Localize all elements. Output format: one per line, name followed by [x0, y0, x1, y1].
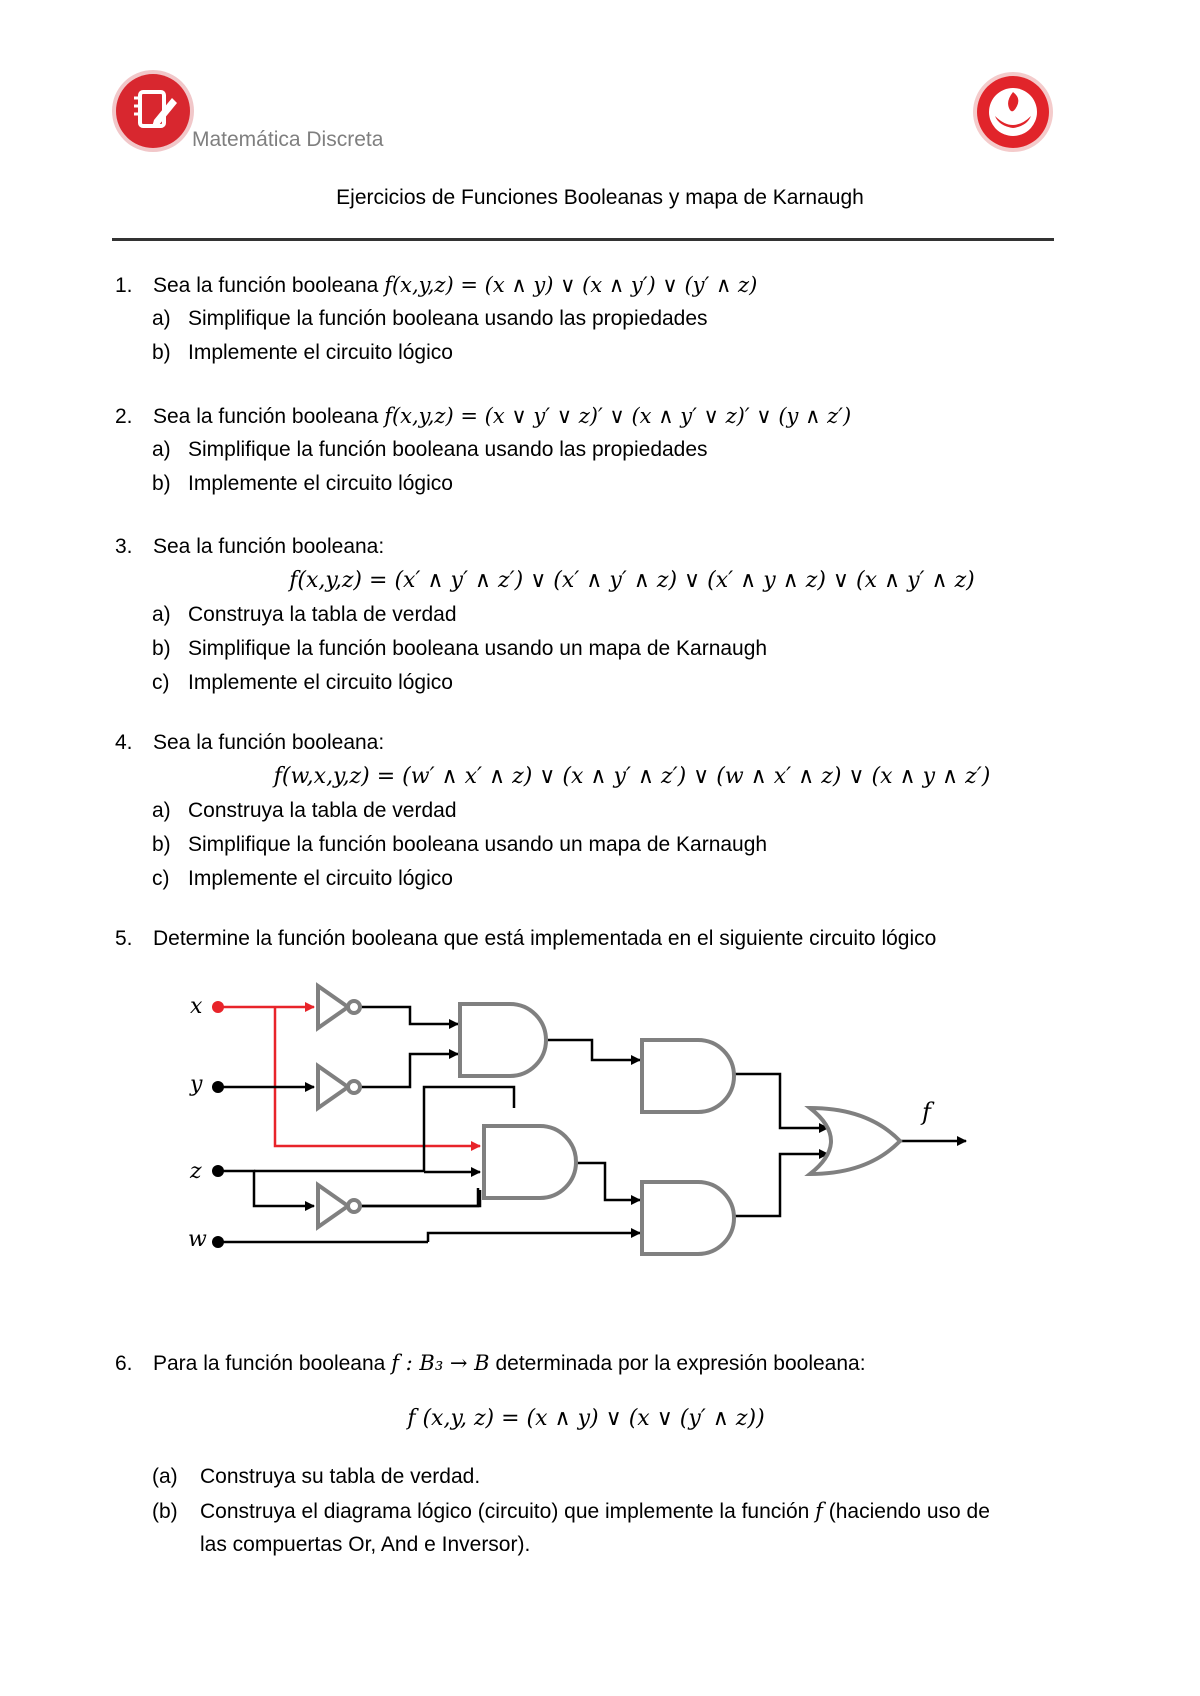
question-2	[115, 399, 1065, 434]
question-3	[115, 530, 1065, 564]
boolean-expression: f (x,y, z) = (x ∧ y) ∨ (x ∨ (y′ ∧ z))	[407, 1406, 765, 1431]
notebook-logo-icon	[116, 74, 190, 148]
list-item: b) Simplifique la función booleana usando un mapa de Karnaugh	[152, 833, 768, 856]
not-gate	[318, 1185, 360, 1227]
list-item: (b) Construya el diagrama lógico (circuito) que implemente la función f (haciendo uso de	[152, 1499, 990, 1523]
question-4	[115, 726, 1065, 760]
and-gate	[642, 1182, 734, 1254]
not-gate	[318, 986, 360, 1028]
list-item: a) Simplifique la función booleana usando las propiedades	[152, 307, 708, 330]
boolean-expression: f(w,x,y,z) = (w′ ∧ x′ ∧ z) ∨ (x ∧ y′ ∧ z′) ∨ (w ∧ x′ ∧ z) ∨ (x ∧ y ∧ z′)	[273, 764, 991, 789]
question-5	[115, 922, 1065, 956]
boolean-expression: f(x,y,z) = (x ∧ y) ∨ (x ∧ y′) ∨ (y′ ∧ z)	[384, 273, 758, 297]
question-text: Determine la función booleana que está implementada en el siguiente circuito lógico	[153, 927, 937, 950]
list-item: c) Implemente el circuito lógico	[152, 671, 453, 694]
input-label-w: w	[188, 1227, 207, 1252]
question-number: 1.	[115, 274, 133, 297]
input-label-y: y	[190, 1072, 203, 1097]
university-logo-icon	[977, 76, 1049, 148]
list-item: a) Simplifique la función booleana usando las propiedades	[152, 438, 708, 461]
question-number: 2.	[115, 405, 133, 428]
list-item: a) Construya la tabla de verdad	[152, 603, 457, 626]
function-signature: f : B₃ → B	[391, 1351, 490, 1375]
output-label-f: f	[922, 1098, 931, 1126]
list-item: las compuertas Or, And e Inversor).	[200, 1533, 531, 1556]
not-gate	[318, 1066, 360, 1108]
list-item: (a) Construya su tabla de verdad.	[152, 1465, 481, 1488]
question-text: Para la función booleana	[153, 1352, 392, 1375]
list-item: a) Construya la tabla de verdad	[152, 799, 457, 822]
title-divider	[112, 238, 1054, 241]
input-label-x: x	[190, 994, 203, 1019]
and-gate	[642, 1040, 734, 1112]
question-text: Sea la función booleana:	[153, 535, 385, 558]
list-item: b) Implemente el circuito lógico	[152, 472, 453, 495]
and-gate	[460, 1004, 546, 1076]
x-wires	[218, 1007, 480, 1146]
question-1	[115, 268, 1065, 303]
question-number: 6.	[115, 1352, 133, 1375]
course-name: Matemática Discreta	[192, 128, 384, 151]
logic-circuit-diagram	[0, 960, 1200, 1260]
or-gate	[810, 1108, 900, 1174]
page-title: Ejercicios de Funciones Booleanas y mapa de Karnaugh	[336, 186, 864, 209]
question-number: 3.	[115, 535, 133, 558]
question-text-end: determinada por la expresión booleana:	[489, 1352, 866, 1375]
input-label-z: z	[190, 1159, 202, 1184]
list-item: c) Implemente el circuito lógico	[152, 867, 453, 890]
question-number: 5.	[115, 927, 133, 950]
boolean-expression: f(x,y,z) = (x ∨ y′ ∨ z)′ ∨ (x ∧ y′ ∨ z)′ ∨ (y ∧ z′)	[384, 404, 852, 428]
question-text: Sea la función booleana	[153, 274, 385, 297]
list-item: b) Simplifique la función booleana usando un mapa de Karnaugh	[152, 637, 768, 660]
question-text: Sea la función booleana:	[153, 731, 385, 754]
boolean-expression: f(x,y,z) = (x′ ∧ y′ ∧ z′) ∨ (x′ ∧ y′ ∧ z) ∨ (x′ ∧ y ∧ z) ∨ (x ∧ y′ ∧ z)	[289, 568, 975, 593]
and-gate	[484, 1126, 576, 1198]
question-number: 4.	[115, 731, 133, 754]
list-item: b) Implemente el circuito lógico	[152, 341, 453, 364]
question-text: Sea la función booleana	[153, 405, 385, 428]
question-6	[115, 1346, 1065, 1381]
